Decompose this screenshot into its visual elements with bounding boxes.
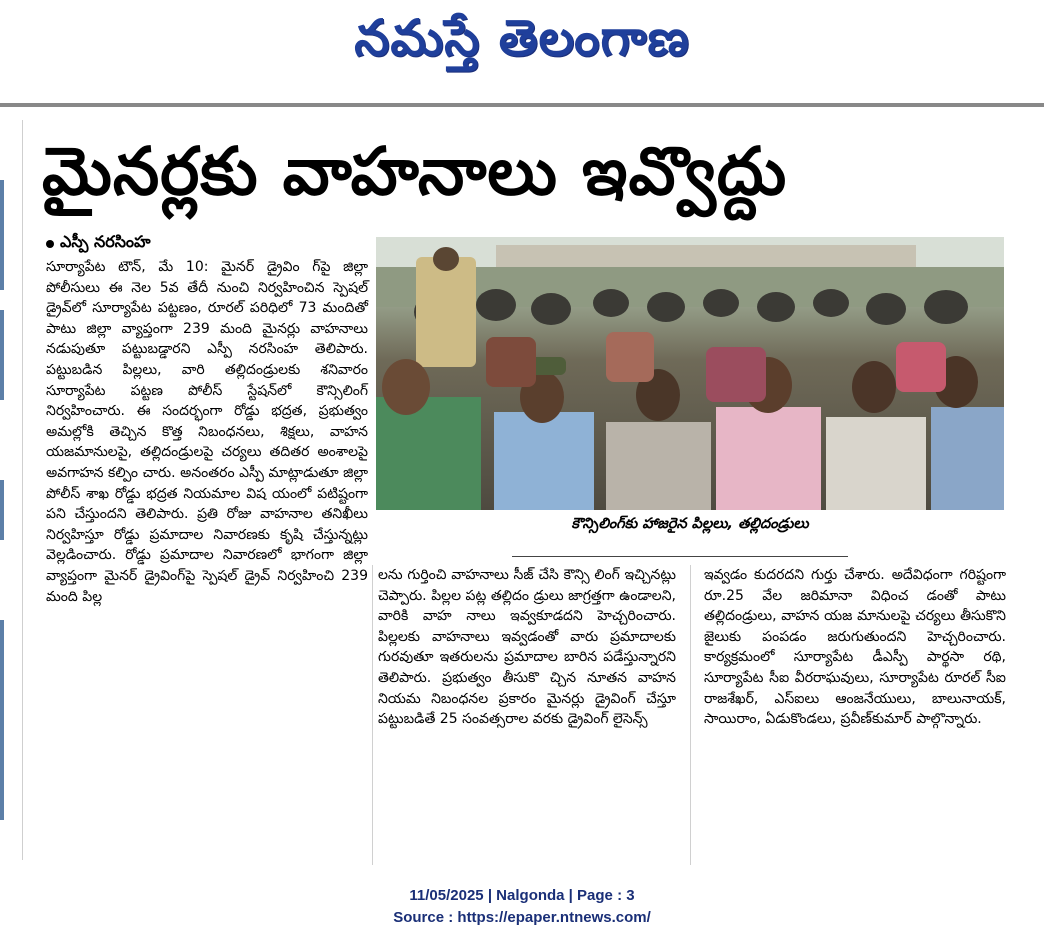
adjacent-page-edge: [0, 180, 5, 830]
column-1-paragraph: సూర్యాపేట టౌన్, మే 10: మైనర్ డ్రైవిం గ్‌పై జిల్లా పోలీసులు ఈ నెల 5వ తేదీ నుంచి నిర్వహించిన స్పెషల్ డ్రైవ్‌లో సూర్యాపేట పట్టణం, రూరల్ పరిధిలో 73 మందితో పాటు జిల్లా వ్యాప్తంగా 239 మంది మైనర్లు వాహనాలు నడుపుతూ పట్టుబడ్డారని ఎస్పీ నరసింహ తెలిపారు. పట్టుబడిన పిల్లలు, వారి తల్లిదండ్రులకు శనివారం సూర్యాపేట పట్టణ పోలీస్ స్టేషన్‌లో కౌన్సిలింగ్ నిర్వహించారు. ఈ సందర్భంగా రోడ్డు భద్రత, ప్రభుత్వం అమల్లోకి తెచ్చిన కొత్త నిబంధనలు, శిక్షలు, వాహన యజమానులపై, తల్లిదండ్రులపై చర్యలు తదితర అంశాలపై అవగాహన కల్పిం చారు. అనంతరం ఎస్పీ మాట్లాడుతూ జిల్లా పోలీస్ శాఖ రోడ్డు భద్రత నియమాల విష యంలో పటిష్టంగా పని చేస్తుందని తెలిపారు. ప్రతి రోజు వాహనాల తనిఖీలు నిర్వహిస్తూ రోడ్డు ప్రమాదాల నివారణకు కృషి చేస్తున్నట్లు వెల్లడించారు. రోడ్డు ప్రమాదాల నివారణలో భాగంగా జిల్లా వ్యాప్తంగా మైనర్ డ్రైవింగ్‌పై స్పెషల్ డ్రైవ్ నిర్వహించి 239 మంది పిల్ల: [46, 259, 368, 605]
column-3-paragraph: ఇవ్వడం కుదరదని గుర్తు చేశారు. అదేవిధంగా గరిష్టంగా రూ.25 వేల జరిమానా విధించ డంతో పాటు తల్లిదండ్రులు, వాహన యజ మానులపై చర్యలు తీసుకొని జైలుకు పంపడం జరుగుతుందని హెచ్చరించారు. కార్యక్రమంలో సూర్యాపేట డీఎస్పీ పార్థసా రథి, సూర్యాపేట సీఐ వీరరాఘవులు, సూర్యాపేట రూరల్ సీఐ రాజశేఖర్, ఎస్ఐలు ఆంజనేయులు, బాలునాయక్, సాయిరాం, ఏడుకొండలు, ప్రవీణ్‌కుమార్ పాల్గొన్నారు.: [704, 567, 1006, 728]
byline-text: ఎస్పీ నరసింహ: [60, 232, 151, 251]
article-column-2: [378, 565, 676, 855]
page-footer: [0, 885, 1044, 929]
newspaper-logo-title: నమస్తే తెలంగాణ: [354, 8, 690, 67]
article-column-1: [46, 257, 368, 867]
bullet-icon: [46, 240, 54, 248]
masthead: [0, 0, 1044, 76]
article-column-3: [704, 565, 1006, 855]
column-2-paragraph: లను గుర్తించి వాహనాలు సీజ్ చేసి కౌన్సి లింగ్ ఇచ్చినట్లు చెప్పారు. పిల్లల పట్ల తల్లిదం డ్రులు జాగ్రత్తగా ఉండాలని, వారికి వాహ నాలు ఇవ్వకూడదని హెచ్చరించారు. పిల్లలకు వాహనాలు ఇవ్వడంతో వారు ప్రమాదాలకు గురవుతూ ఇతరులను ప్రమాదాల బారిన పడేస్తున్నారని తెలిపారు. ప్రభుత్వం తీసుకొ చ్చిన నూతన వాహన నియమ నిబంధనల ప్రకారం మైనర్లు డ్రైవింగ్ చేస్తూ పట్టుబడితే 25 సంవత్సరాల వరకు డ్రైవింగ్ లైసెన్స్: [378, 567, 676, 728]
caption-underline: [512, 556, 848, 557]
footer-date-edition: 11/05/2025 | Nalgonda | Page : 3: [409, 887, 635, 904]
column-divider: [372, 565, 373, 865]
column-divider: [690, 565, 691, 865]
header-divider: [0, 103, 1044, 107]
article-byline: [46, 232, 151, 255]
photo-illustration: [376, 237, 1004, 510]
article-headline: మైనర్లకు వాహనాలు ఇవ్వొద్దు: [42, 133, 788, 210]
left-column-rule: [22, 120, 23, 860]
footer-source: Source : https://epaper.ntnews.com/: [393, 909, 651, 926]
photo-caption: కౌన్సిలింగ్‌కు హాజరైన పిల్లలు, తల్లిదండ్రులు: [571, 516, 809, 532]
article-photo: [376, 237, 1004, 510]
